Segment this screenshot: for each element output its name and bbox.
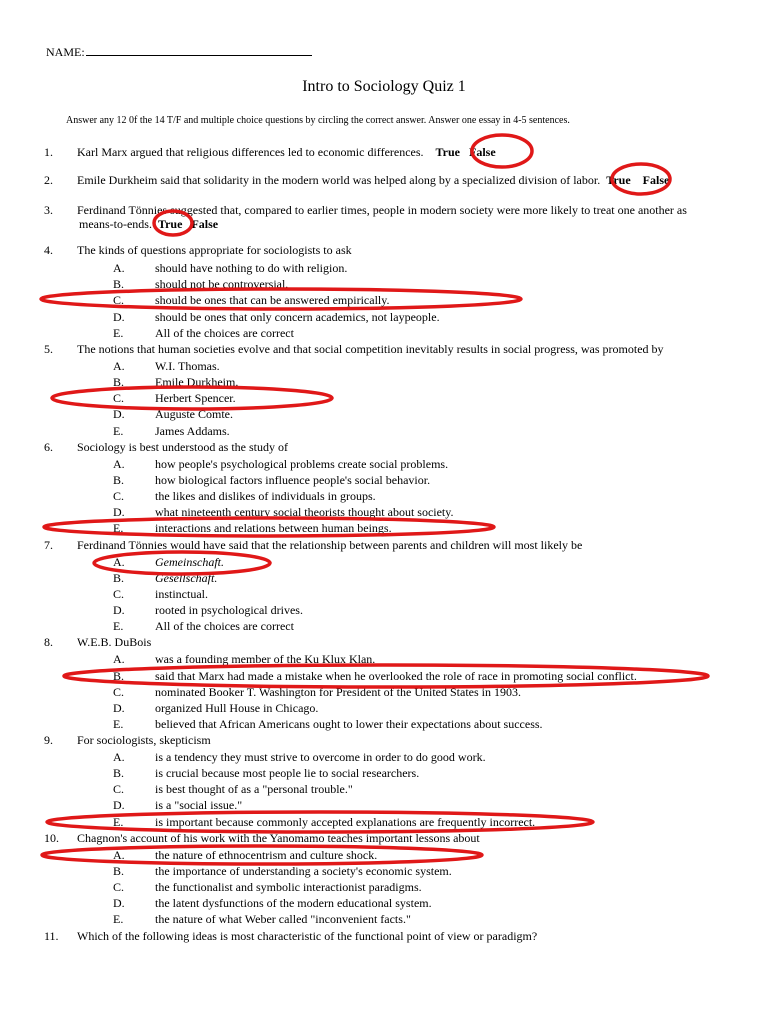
option-letter: C. xyxy=(113,587,125,601)
option-text: should have nothing to do with religion. xyxy=(155,261,348,275)
true-option: True xyxy=(435,145,460,159)
option-letter: E. xyxy=(113,326,124,340)
question-number: 9. xyxy=(44,733,53,747)
option-text: All of the choices are correct xyxy=(155,619,294,633)
question-number: 1. xyxy=(44,145,53,159)
option-letter: C. xyxy=(113,489,125,503)
option-letter: D. xyxy=(113,603,125,617)
option-text: the functionalist and symbolic interactionist paradigms. xyxy=(155,880,422,894)
question-text: Ferdinand Tönnies would have said that the relationship between parents and children will most likely be xyxy=(77,538,583,552)
option-letter: A. xyxy=(113,555,125,569)
option-letter: B. xyxy=(113,375,125,389)
option-text: said that Marx had made a mistake when he overlooked the role of race in promoting social conflict. xyxy=(155,669,637,683)
option-letter: A. xyxy=(113,652,125,666)
question-number: 4. xyxy=(44,243,53,257)
option-letter: D. xyxy=(113,701,125,715)
question-text: The kinds of questions appropriate for sociologists to ask xyxy=(77,243,352,257)
question-text: For sociologists, skepticism xyxy=(77,733,211,747)
option-text: is a "social issue." xyxy=(155,798,243,812)
question-text: Karl Marx argued that religious differences led to economic differences. True False xyxy=(77,145,496,159)
question-number: 11. xyxy=(44,929,59,943)
option-text: is important because commonly accepted explanations are frequently incorrect. xyxy=(155,815,536,829)
name-blank-line xyxy=(86,45,312,56)
option-text: believed that African Americans ought to lower their expectations about success. xyxy=(155,717,543,731)
option-letter: B. xyxy=(113,473,125,487)
option-letter: E. xyxy=(113,717,124,731)
option-text: how people's psychological problems create social problems. xyxy=(155,457,449,471)
option-text: nominated Booker T. Washington for President of the United States in 1903. xyxy=(155,685,521,699)
option-text: should not be controversial. xyxy=(155,277,289,291)
question-text: Ferdinand Tönnies suggested that, compared to earlier times, people in modern society were more likely to treat one another as xyxy=(77,203,687,217)
option-text: W.I. Thomas. xyxy=(155,359,220,373)
question-text: The notions that human societies evolve and that social competition inevitably results in social progress, was promoted by xyxy=(77,342,664,356)
option-letter: A. xyxy=(113,359,125,373)
true-option: True xyxy=(606,173,631,187)
option-text: was a founding member of the Ku Klux Klan. xyxy=(155,652,376,666)
option-text: James Addams. xyxy=(155,424,230,438)
question-text: Sociology is best understood as the study of xyxy=(77,440,288,454)
name-label: NAME: xyxy=(46,45,85,59)
question-text: W.E.B. DuBois xyxy=(77,635,152,649)
option-letter: D. xyxy=(113,896,125,910)
option-text: what nineteenth century social theorists thought about society. xyxy=(155,505,454,519)
option-text: interactions and relations between human beings. xyxy=(155,521,392,535)
false-option: False xyxy=(191,217,219,231)
option-letter: E. xyxy=(113,521,124,535)
question-number: 2. xyxy=(44,173,53,187)
option-letter: C. xyxy=(113,782,125,796)
instructions: Answer any 12 0f the 14 T/F and multiple choice questions by circling the correct answer. Answer one essay in 4-5 sentences. xyxy=(66,115,570,126)
question-text: Which of the following ideas is most characteristic of the functional point of view or paradigm? xyxy=(77,929,538,943)
option-text: Herbert Spencer. xyxy=(155,391,236,405)
option-letter: B. xyxy=(113,864,125,878)
question-number: 3. xyxy=(44,203,53,217)
false-option: False xyxy=(469,145,496,159)
option-text: instinctual. xyxy=(155,587,208,601)
option-letter: C. xyxy=(113,685,125,699)
option-text: Gemeinschaft. xyxy=(155,555,224,569)
question-number: 5. xyxy=(44,342,53,356)
option-letter: B. xyxy=(113,766,125,780)
option-letter: B. xyxy=(113,277,125,291)
option-text: is crucial because most people lie to social researchers. xyxy=(155,766,420,780)
option-text: Gesellschaft. xyxy=(155,571,218,585)
question-number: 8. xyxy=(44,635,53,649)
option-letter: A. xyxy=(113,457,125,471)
option-text: the likes and dislikes of individuals in groups. xyxy=(155,489,376,503)
option-text: the importance of understanding a society's economic system. xyxy=(155,864,452,878)
option-letter: D. xyxy=(113,407,125,421)
option-text: is best thought of as a "personal trouble." xyxy=(155,782,353,796)
option-text: how biological factors influence people's social behavior. xyxy=(155,473,431,487)
name-field xyxy=(46,45,312,60)
false-option: False xyxy=(642,173,670,187)
question-number: 10. xyxy=(44,831,59,845)
option-text: organized Hull House in Chicago. xyxy=(155,701,319,715)
option-letter: A. xyxy=(113,750,125,764)
quiz-title: Intro to Sociology Quiz 1 xyxy=(302,78,466,95)
option-text: All of the choices are correct xyxy=(155,326,294,340)
question-text: Chagnon's account of his work with the Yanomamo teaches important lessons about xyxy=(77,831,480,845)
question-3-line-2: means-to-ends. True False xyxy=(79,217,219,231)
option-letter: E. xyxy=(113,424,124,438)
question-number: 7. xyxy=(44,538,53,552)
option-letter: B. xyxy=(113,669,125,683)
question-text: Emile Durkheim said that solidarity in the modern world was helped along by a specialized division of labor. True False xyxy=(77,173,670,187)
option-text: should be ones that only concern academics, not laypeople. xyxy=(155,310,440,324)
option-text: rooted in psychological drives. xyxy=(155,603,303,617)
option-letter: A. xyxy=(113,848,125,862)
option-text: the latent dysfunctions of the modern educational system. xyxy=(155,896,432,910)
option-letter: E. xyxy=(113,912,124,926)
option-text: is a tendency they must strive to overcome in order to do good work. xyxy=(155,750,486,764)
option-letter: D. xyxy=(113,505,125,519)
option-text: Emile Durkheim. xyxy=(155,375,239,389)
option-letter: A. xyxy=(113,261,125,275)
option-letter: C. xyxy=(113,391,125,405)
option-letter: C. xyxy=(113,293,125,307)
option-letter: D. xyxy=(113,310,125,324)
option-letter: C. xyxy=(113,880,125,894)
question-number: 6. xyxy=(44,440,53,454)
option-letter: D. xyxy=(113,798,125,812)
option-text: should be ones that can be answered empirically. xyxy=(155,293,390,307)
option-text: the nature of ethnocentrism and culture shock. xyxy=(155,848,378,862)
option-letter: E. xyxy=(113,815,124,829)
true-option: True xyxy=(157,217,183,231)
option-text: Auguste Comte. xyxy=(155,407,233,421)
option-letter: E. xyxy=(113,619,124,633)
option-text: the nature of what Weber called "inconvenient facts." xyxy=(155,912,411,926)
option-letter: B. xyxy=(113,571,125,585)
